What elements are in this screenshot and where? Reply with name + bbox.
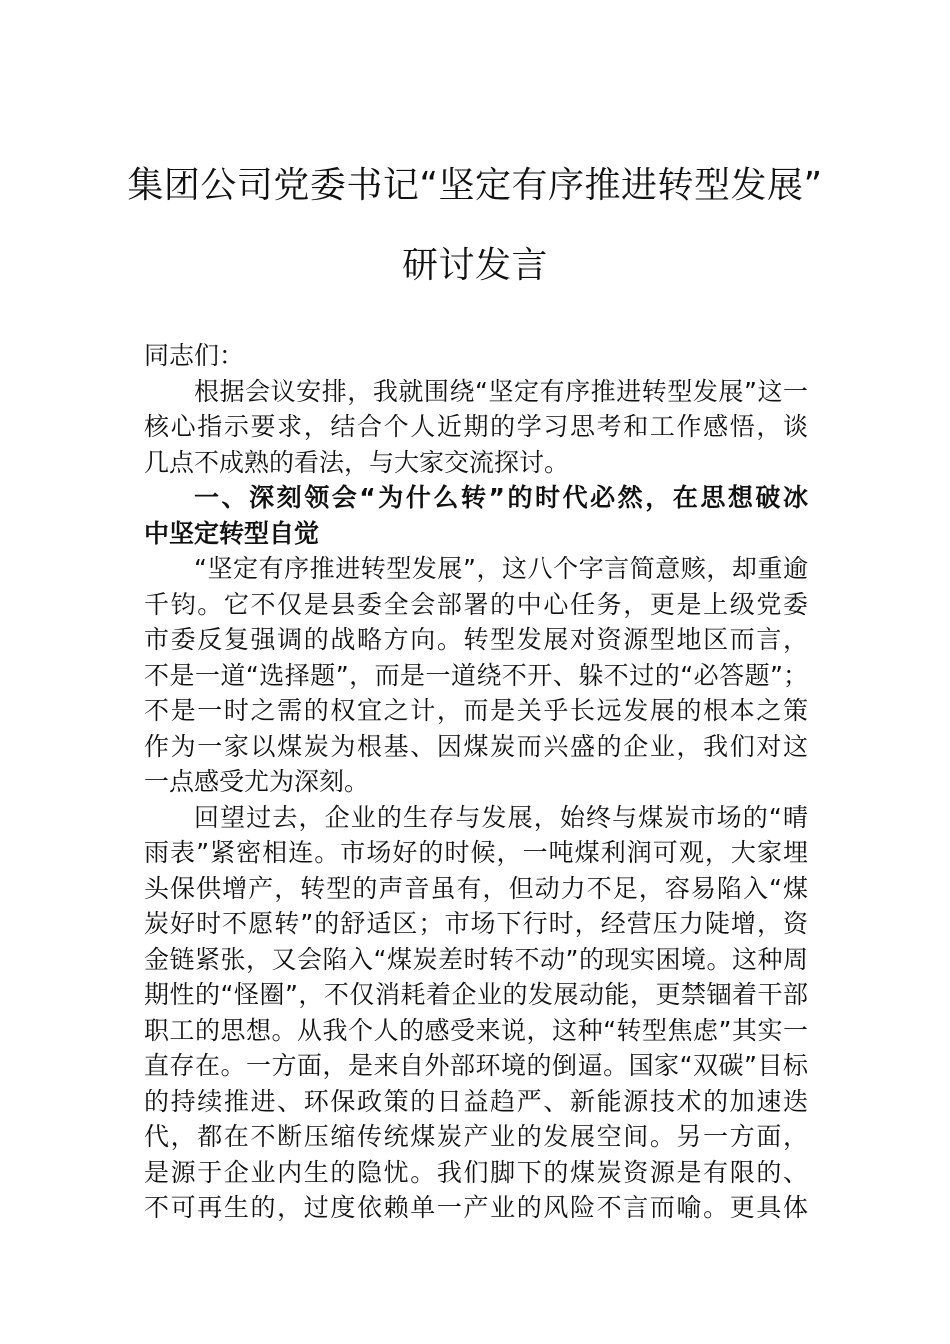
section-heading-line: 中坚定转型自觉 xyxy=(144,518,320,548)
body-line: 的持续推进、环保政策的日益趋严、新能源技术的加速迭 xyxy=(144,1086,808,1116)
body-line: 核心指示要求，结合个人近期的学习思考和工作感悟，谈 xyxy=(144,412,808,441)
body-line: 同志们： xyxy=(144,341,245,370)
body-line: 炭好时不愿转”的舒适区；市场下行时，经营压力陡增，资 xyxy=(144,909,808,938)
document-title xyxy=(0,166,950,286)
body-line: 不可再生的，过度依赖单一产业的风险不言而喻。更具体 xyxy=(144,1193,808,1222)
body-line: 头保供增产，转型的声音虽有，但动力不足，容易陷入“煤 xyxy=(144,873,808,903)
body-line: 不是一道“选择题”，而是一道绕不开、躲不过的“必答题”； xyxy=(144,660,808,690)
body-line: 根据会议安排，我就围绕“坚定有序推进转型发展”这一 xyxy=(194,376,808,406)
body-line: 是源于企业内生的隐忧。我们脚下的煤炭资源是有限的、 xyxy=(144,1157,808,1187)
body-line: 代，都在不断压缩传统煤炭产业的发展空间。另一方面， xyxy=(144,1122,808,1151)
body-line: 回望过去，企业的生存与发展，始终与煤炭市场的“晴 xyxy=(194,802,808,832)
body-line: “坚定有序推进转型发展”，这八个字言简意赅，却重逾 xyxy=(194,554,808,583)
body-line: 雨表”紧密相连。市场好的时候，一吨煤利润可观，大家埋 xyxy=(144,838,808,867)
body-line: 几点不成熟的看法，与大家交流探讨。 xyxy=(144,447,570,477)
title-line-2: 研讨发言 xyxy=(401,245,548,286)
body-line: 千钧。它不仅是县委全会部署的中心任务，更是上级党委 xyxy=(144,589,808,619)
body-line: 职工的思想。从我个人的感受来说，这种“转型焦虑”其实一 xyxy=(144,1015,808,1045)
body-line: 市委反复强调的战略方向。转型发展对资源型地区而言， xyxy=(144,625,808,654)
body-line: 作为一家以煤炭为根基、因煤炭而兴盛的企业，我们对这 xyxy=(144,731,808,761)
document-body xyxy=(144,338,808,1226)
section-heading-line: 一、深刻领会“为什么转”的时代必然，在思想破冰 xyxy=(194,483,808,512)
body-line: 直存在。一方面，是来自外部环境的倒逼。国家“双碳”目标 xyxy=(144,1051,808,1080)
title-line-1: 集团公司党委书记“坚定有序推进转型发展” xyxy=(127,165,823,206)
body-line: 不是一时之需的权宜之计，而是关乎长远发展的根本之策 xyxy=(144,696,808,725)
body-line: 金链紧张，又会陷入“煤炭差时转不动”的现实困境。这种周 xyxy=(144,944,808,974)
body-line: 一点感受尤为深刻。 xyxy=(144,767,370,796)
body-line: 期性的“怪圈”，不仅消耗着企业的发展动能，更禁锢着干部 xyxy=(144,980,808,1009)
